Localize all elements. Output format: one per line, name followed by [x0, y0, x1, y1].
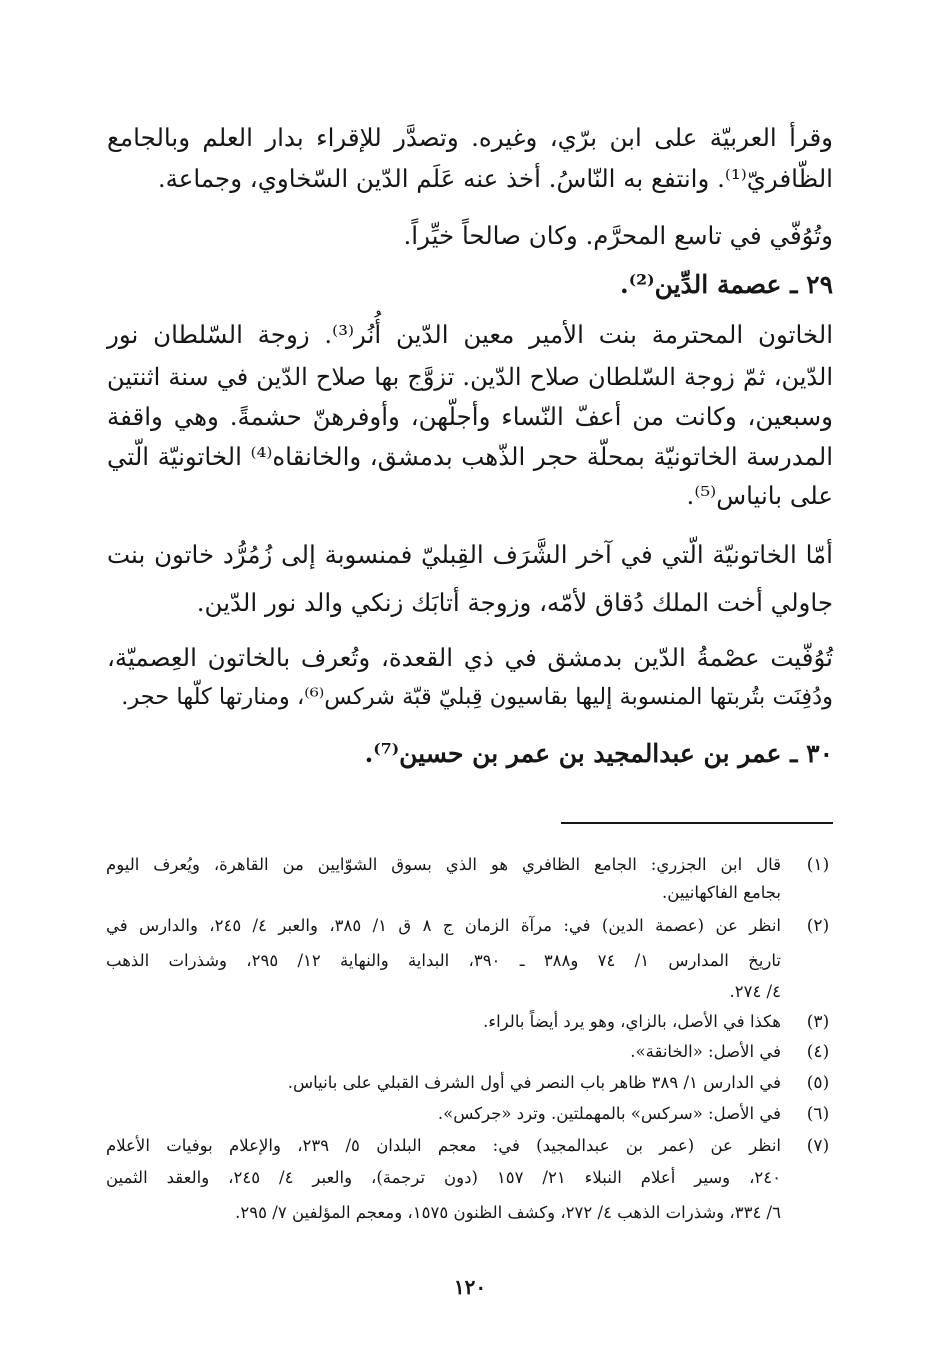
body-line: وتُوُفّي في تاسع المحرَّم. وكان صالحاً خيِّراً.: [403, 221, 833, 250]
body-line: وسبعين، وكانت من أعفّ النّساء وأجلّهن، وأوفرهنّ حشمةً. وهي واقفة: [107, 402, 833, 431]
footnote-line: ٢٤٠، وسير أعلام النبلاء ٢١/ ١٥٧ (دون ترجمة)، والعبر ٤/ ٢٤٥، والعقد الثمين: [106, 1168, 781, 1187]
footnote-line: تاريخ المدارس ١/ ٧٤ و٣٨٨ ـ ٣٩٠، البداية والنهاية ١٢/ ٢٩٥، وشذرات الذهب: [106, 951, 781, 970]
page-number: ١٢٠: [453, 1275, 487, 1299]
footnote-number: (٥): [806, 1073, 830, 1093]
body-line: الخاتون المحترمة بنت الأمير معين الدّين أُنُر⁽³⁾. زوجة السّلطان نور: [107, 320, 833, 349]
footnote-separator: [561, 822, 833, 824]
footnote-line: في الأصل: «سركس» بالمهملتين. وترد «جركس».: [437, 1104, 781, 1123]
footnote-line: في الأصل: «الخانقة».: [630, 1042, 781, 1061]
footnote-line: قال ابن الجزري: الجامع الظافري هو الذي بسوق الشوّايين من القاهرة، ويُعرف اليوم: [106, 855, 781, 874]
body-line: الظّافريّ⁽¹⁾. وانتفع به النّاسُ. أخذ عنه عَلَم الدّين السّخاوي، وجماعة.: [157, 164, 833, 193]
footnote-line: هكذا في الأصل، بالزاي، وهو يرد أيضاً بالراء.: [483, 1012, 781, 1031]
body-line: المدرسة الخاتونيّة بمحلّة حجر الذّهب بدمشق، والخانقاه⁽⁴⁾ الخاتونيّة الّتي: [107, 442, 834, 471]
footnote-line: ٦/ ٣٣٤، وشذرات الذهب ٤/ ٢٧٢، وكشف الظنون ١٥٧٥، ومعجم المؤلفين ٧/ ٢٩٥.: [235, 1203, 781, 1222]
footnote-number: (٦): [806, 1104, 830, 1124]
body-line: وقرأ العربيّة على ابن برّي، وغيره. وتصدَّر للإقراء بدار العلم وبالجامع: [107, 123, 833, 152]
footnote-number: (١): [806, 855, 830, 875]
entry-heading: ٣٠ ـ عمر بن عبدالمجيد بن عمر بن حسين⁽⁷⁾.: [364, 739, 833, 768]
body-line: جاولي أخت الملك دُقاق لأمّه، وزوجة أتابَك زنكي والد نور الدّين.: [196, 588, 833, 617]
footnote-number: (٣): [806, 1012, 830, 1032]
footnote-line: ٤/ ٢٧٤.: [729, 982, 781, 1001]
footnote-line: بجامع الفاكهانيين.: [662, 883, 781, 902]
footnote-number: (٧): [806, 1136, 830, 1156]
body-line: على بانياس⁽⁵⁾.: [686, 481, 833, 510]
body-line: أمّا الخاتونيّة الّتي في آخر الشَّرَف القِبليّ فمنسوبة إلى زُمُرُّد خاتون بنت: [107, 540, 833, 569]
body-line: تُوُفّيت عصْمةُ الدّين بدمشق في ذي القعدة، وتُعرف بالخاتون العِصميّة،: [107, 643, 833, 672]
footnote-line: في الدارس ١/ ٣٨٩ ظاهر باب النصر في أول الشرف القبلي على بانياس.: [287, 1073, 781, 1092]
entry-heading: ٢٩ ـ عصمة الدِّين⁽²⁾.: [620, 270, 833, 299]
body-line: الدّين، ثمّ زوجة السّلطان صلاح الدّين. تزوَّج بها صلاح الدّين في سنة اثنتين: [107, 363, 833, 391]
footnote-number: (٤): [806, 1042, 830, 1062]
footnote-line: انظر عن (عصمة الدين) في: مرآة الزمان ج ٨ ق ١/ ٣٨٥، والعبر ٤/ ٢٤٥، والدارس في: [106, 916, 782, 935]
body-line: ودُفِنَت بتُربتها المنسوبة إليها بقاسيون قِبليّ قبّة شركس⁽⁶⁾، ومنارتها كلّها حجر.: [121, 684, 833, 710]
footnote-line: انظر عن (عمر بن عبدالمجيد) في: معجم البلدان ٥/ ٢٣٩، والإعلام بوفيات الأعلام: [106, 1136, 782, 1155]
footnote-number: (٢): [806, 916, 830, 936]
